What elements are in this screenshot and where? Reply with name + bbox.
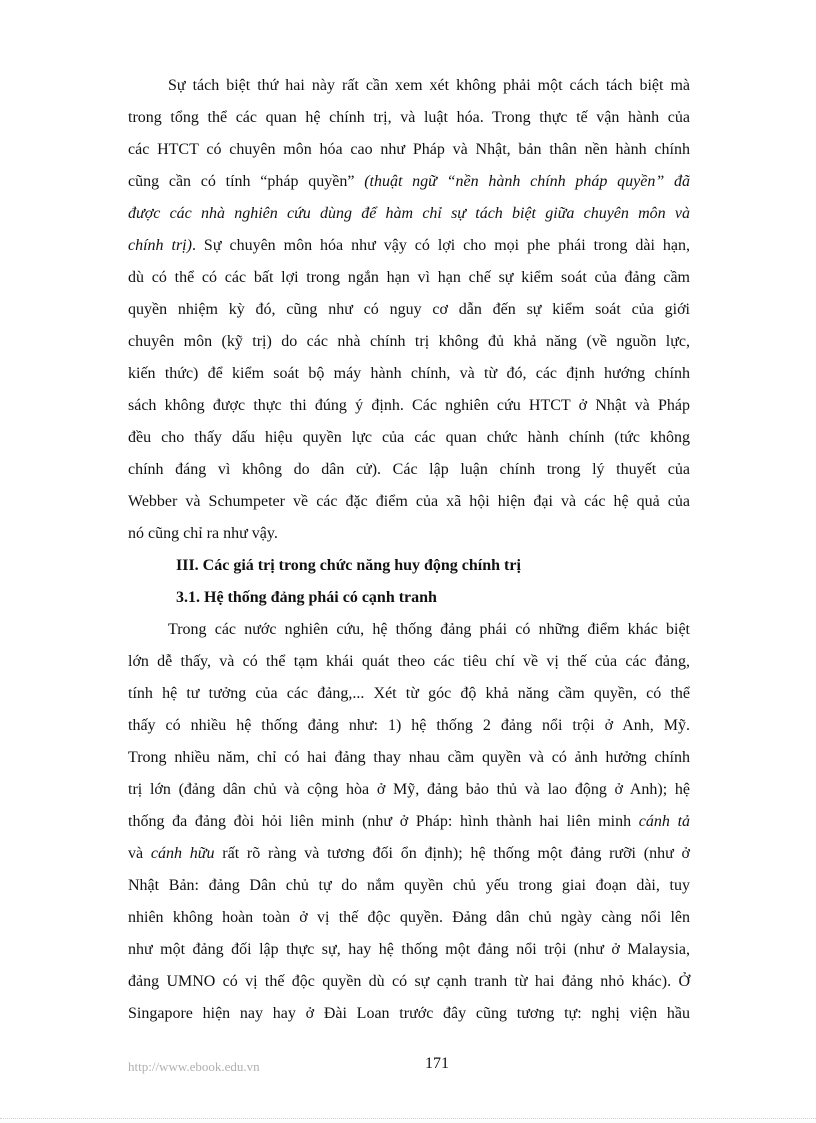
body-text-span: cũng cần có tính “pháp quyền” — [128, 173, 355, 190]
body-text-line: tính hệ tư tưởng của các đảng,... Xét từ góc độ khả năng cầm quyền, có thể — [128, 685, 690, 702]
italic-term: cánh tả — [638, 813, 691, 830]
body-text-line — [128, 806, 690, 838]
body-text-line: trong tổng thể các quan hệ chính trị, và luật hóa. Trong thực tế vận hành của — [128, 109, 690, 126]
body-text-line: đảng UMNO có vị thế độc quyền dù có sự cạnh tranh từ hai đảng nhỏ khác). Ở — [128, 973, 690, 990]
body-text-line: dù có thể có các bất lợi trong ngắn hạn vì hạn chế sự kiểm soát của đảng cầm — [128, 269, 690, 286]
footer-url-link[interactable]: http://www.ebook.edu.vn — [128, 1059, 260, 1074]
body-text-line: lớn dễ thấy, và có thể tạm khái quát theo các tiêu chí về vị thế của các đảng, — [128, 653, 690, 670]
body-text-line: Trong nhiều năm, chỉ có hai đảng thay nhau cầm quyền và có ảnh hưởng chính — [128, 749, 690, 766]
italic-note: được các nhà nghiên cứu dùng để hàm chỉ sự tách biệt giữa chuyên môn và — [128, 205, 690, 222]
body-text-line: Webber và Schumpeter về các đặc điểm của xã hội hiện đại và các hệ quả của — [128, 493, 690, 510]
body-text-span: thống đa đảng đòi hỏi liên minh (như ở Pháp: hình thành hai liên minh — [128, 813, 632, 830]
subsection-heading: 3.1. Hệ thống đảng phái có cạnh tranh — [176, 589, 437, 606]
body-text-line: Nhật Bản: đảng Dân chủ tự do nắm quyền chủ yếu trong giai đoạn dài, tuy — [128, 877, 690, 894]
body-text-line: thấy có nhiều hệ thống đảng như: 1) hệ thống 2 đảng nổi trội ở Anh, Mỹ. — [128, 717, 690, 734]
body-text-line: kiến thức) để kiểm soát bộ máy hành chính, và từ đó, các định hướng chính — [128, 365, 690, 382]
italic-note: chính trị) — [128, 237, 192, 254]
body-text-line — [128, 166, 690, 198]
body-text-line: Sự tách biệt thứ hai này rất cần xem xét không phải một cách tách biệt mà — [168, 77, 690, 94]
italic-note: (thuật ngữ “nền hành chính pháp quyền” đã — [364, 173, 691, 190]
body-text-line: các HTCT có chuyên môn hóa cao như Pháp và Nhật, bản thân nền hành chính — [128, 141, 690, 158]
body-text-line: Trong các nước nghiên cứu, hệ thống đảng phái có những điểm khác biệt — [168, 621, 690, 638]
body-text-line: chuyên môn (kỹ trị) do các nhà chính trị không đủ khả năng (về nguồn lực, — [128, 333, 690, 350]
body-text-line — [128, 198, 690, 230]
body-text-line: đều cho thấy dấu hiệu quyền lực của các quan chức hành chính (tức không — [128, 429, 690, 446]
body-text-line: trị lớn (đảng dân chủ và cộng hòa ở Mỹ, đảng bảo thủ và lao động ở Anh); hệ — [128, 781, 690, 798]
body-text-line: sách không được thực thi đúng ý định. Các nghiên cứu HTCT ở Nhật và Pháp — [128, 397, 690, 414]
body-text-line: nó cũng chỉ ra như vậy. — [128, 525, 278, 542]
page-footer — [128, 1055, 690, 1079]
body-text-span: . Sự chuyên môn hóa như vậy có lợi cho mọi phe phái trong dài hạn, — [191, 237, 691, 254]
body-text-line: quyền nhiệm kỳ đó, cũng như có nguy cơ dẫn đến sự kiểm soát của giới — [128, 301, 690, 318]
body-text-line: Singapore hiện nay hay ở Đài Loan trước đây cũng tương tự: nghị viện hầu — [128, 1005, 690, 1022]
body-text-span: rất rõ ràng và tương đối ổn định); hệ thống một đảng rưỡi (như ở — [222, 845, 691, 862]
bottom-divider — [0, 1118, 816, 1120]
body-text-line: chính đáng vì không do dân cử). Các lập luận chính trong lý thuyết của — [128, 461, 690, 478]
body-text-line — [128, 230, 690, 262]
body-text-span: và — [128, 845, 144, 862]
body-text-line — [128, 838, 690, 870]
page-number: 171 — [425, 1055, 449, 1072]
italic-term: cánh hữu — [150, 845, 215, 862]
section-heading: III. Các giá trị trong chức năng huy động chính trị — [176, 557, 521, 574]
body-text-line: như một đảng đối lập thực sự, hay hệ thống một đảng nổi trội (như ở Malaysia, — [128, 941, 690, 958]
body-text-line: nhiên không hoàn toàn ở vị thế độc quyền. Đảng dân chủ ngày càng nổi lên — [128, 909, 690, 926]
document-page — [128, 70, 690, 1030]
